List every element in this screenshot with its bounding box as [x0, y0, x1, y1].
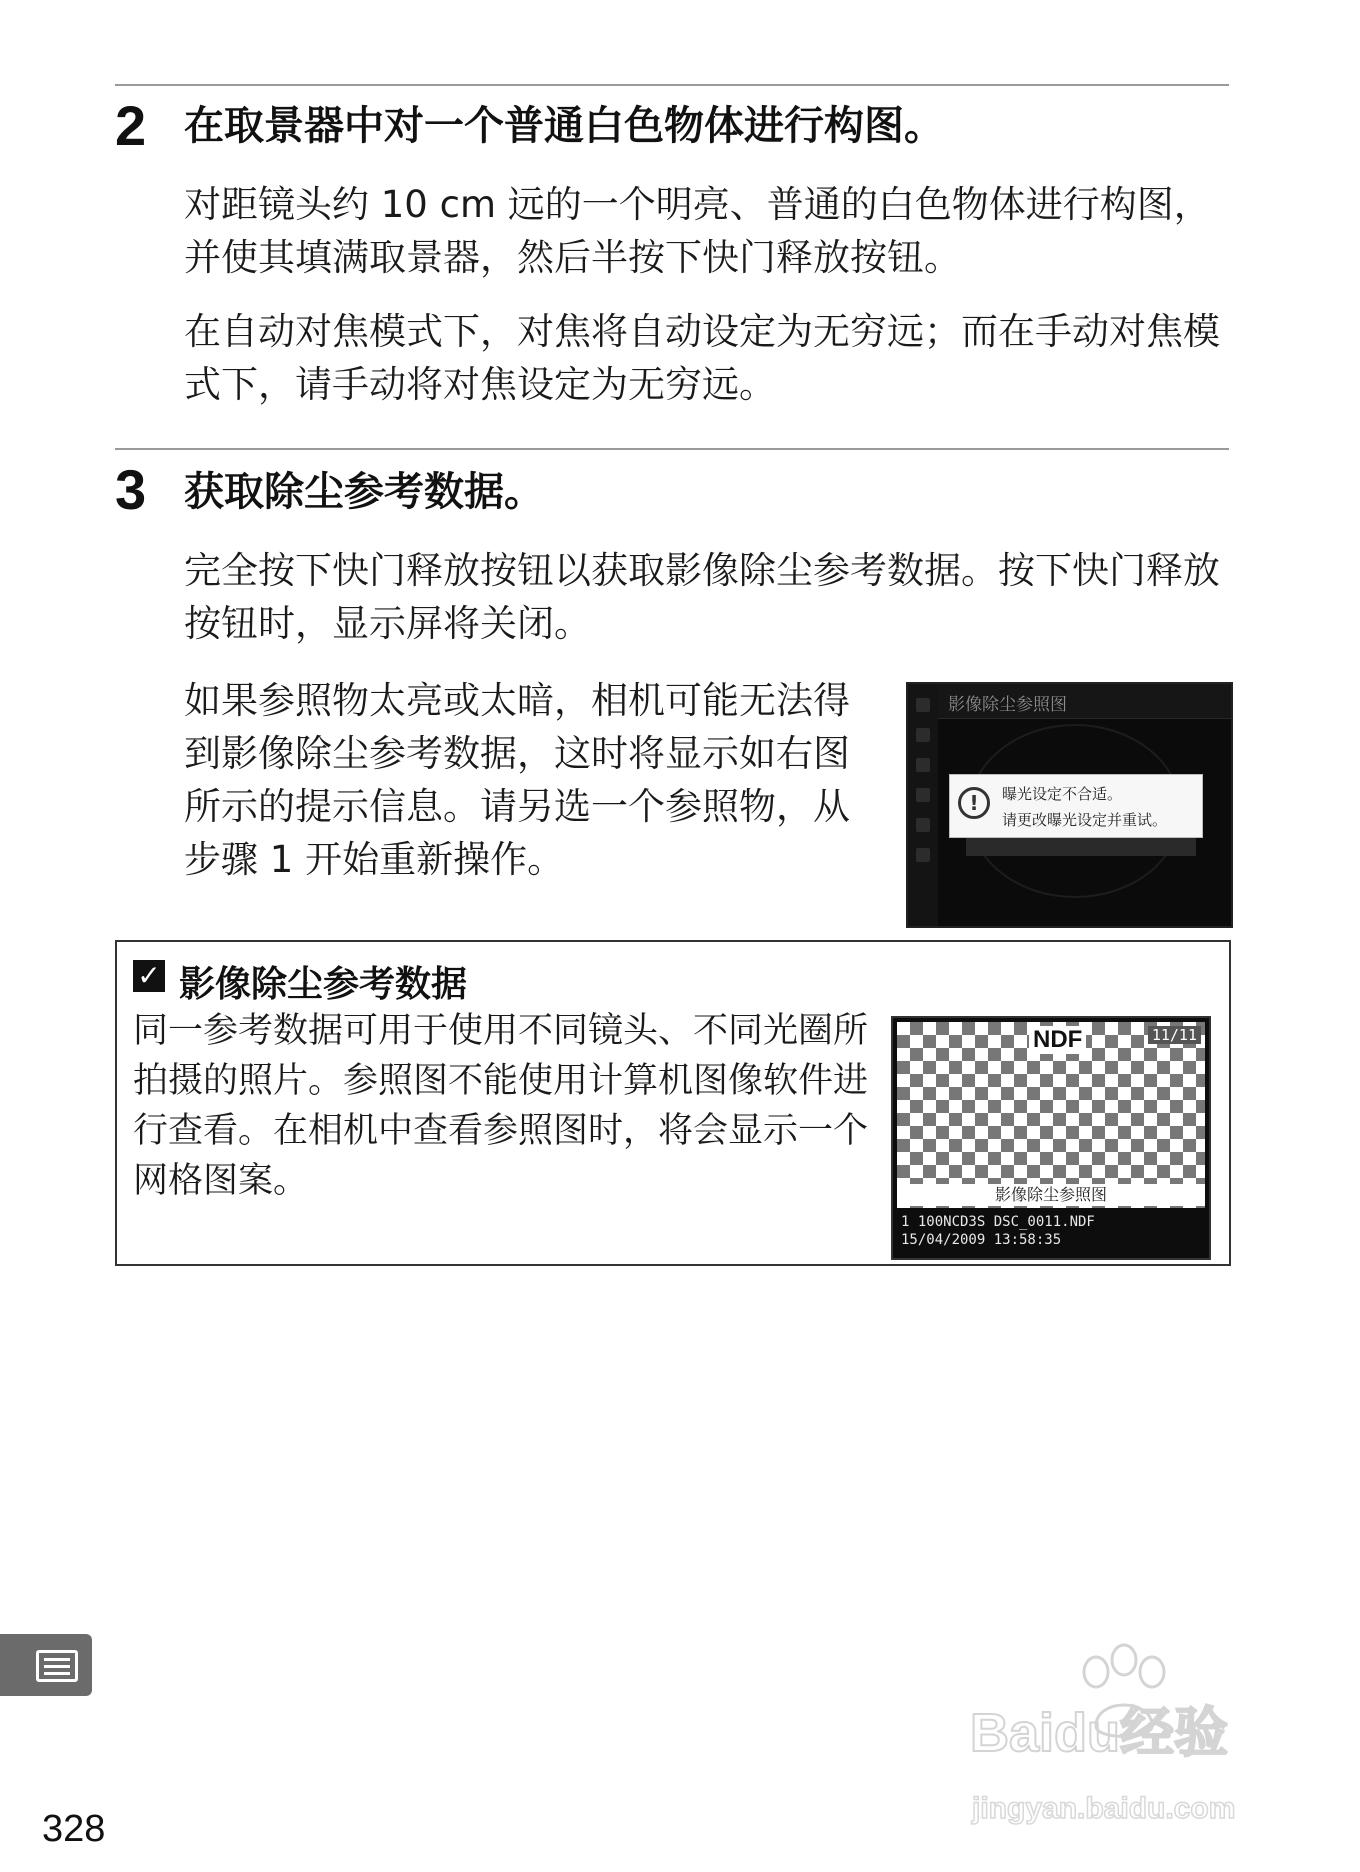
step-title: 获取除尘参考数据。	[184, 469, 544, 515]
section-divider	[115, 448, 1229, 450]
date-info: 15/04/2009 13:58:35	[901, 1232, 1062, 1248]
watermark-url: jingyan.baidu.com	[972, 1792, 1236, 1825]
warning-line: 曝光设定不合适。	[1002, 785, 1123, 803]
camera-error-screen	[906, 682, 1233, 928]
camera-grid-screen	[891, 1016, 1211, 1260]
exclamation-circle-icon: !	[958, 787, 990, 819]
note-title: 影像除尘参考数据	[179, 964, 468, 1005]
checkmark-icon: ✓	[133, 960, 165, 992]
step-title: 在取景器中对一个普通白色物体进行构图。	[184, 103, 944, 149]
section-divider	[115, 84, 1229, 86]
warning-dialog	[949, 774, 1203, 838]
warning-line: 请更改曝光设定并重试。	[1002, 811, 1168, 829]
step-number: 3	[115, 458, 147, 521]
menu-list-tab[interactable]	[0, 1634, 92, 1696]
menu-list-icon	[36, 1650, 78, 1682]
watermark-brand: Baidu经验	[970, 1703, 1229, 1763]
file-info: 1 100NCD3S DSC_0011.NDF	[901, 1214, 1095, 1230]
step-paragraph: 如果参照物太亮或太暗，相机可能无法得到影像除尘参考数据，这时将显示如右图所示的提示信息。请另选一个参照物，从步骤 1 开始重新操作。	[184, 679, 850, 881]
step-number: 2	[115, 94, 147, 157]
menu-title: 影像除尘参照图	[948, 695, 1067, 715]
note-box	[115, 940, 1231, 1266]
note-body: 同一参考数据可用于使用不同镜头、不同光圈所拍摄的照片。参照图不能使用计算机图像软件进行查看。在相机中查看参照图时，将会显示一个网格图案。	[133, 1011, 869, 1201]
step-paragraph: 对距镜头约 10 cm 远的一个明亮、普通的白色物体进行构图，并使其填满取景器，然后半按下快门释放按钮。	[184, 183, 1211, 279]
image-counter: 11/11	[1148, 1026, 1201, 1044]
page-number: 328	[42, 1808, 106, 1850]
menu-sidebar	[908, 684, 938, 926]
menu-title-bar	[938, 684, 1231, 719]
step-paragraph: 完全按下快门释放按钮以获取影像除尘参考数据。按下快门释放按钮时，显示屏将关闭。	[184, 549, 1220, 645]
step-paragraph: 在自动对焦模式下，对焦将自动设定为无穷远；而在手动对焦模式下，请手动将对焦设定为无穷远。	[184, 310, 1220, 406]
ndf-badge: NDF	[1029, 1026, 1086, 1054]
reference-label: 影像除尘参照图	[897, 1184, 1205, 1206]
